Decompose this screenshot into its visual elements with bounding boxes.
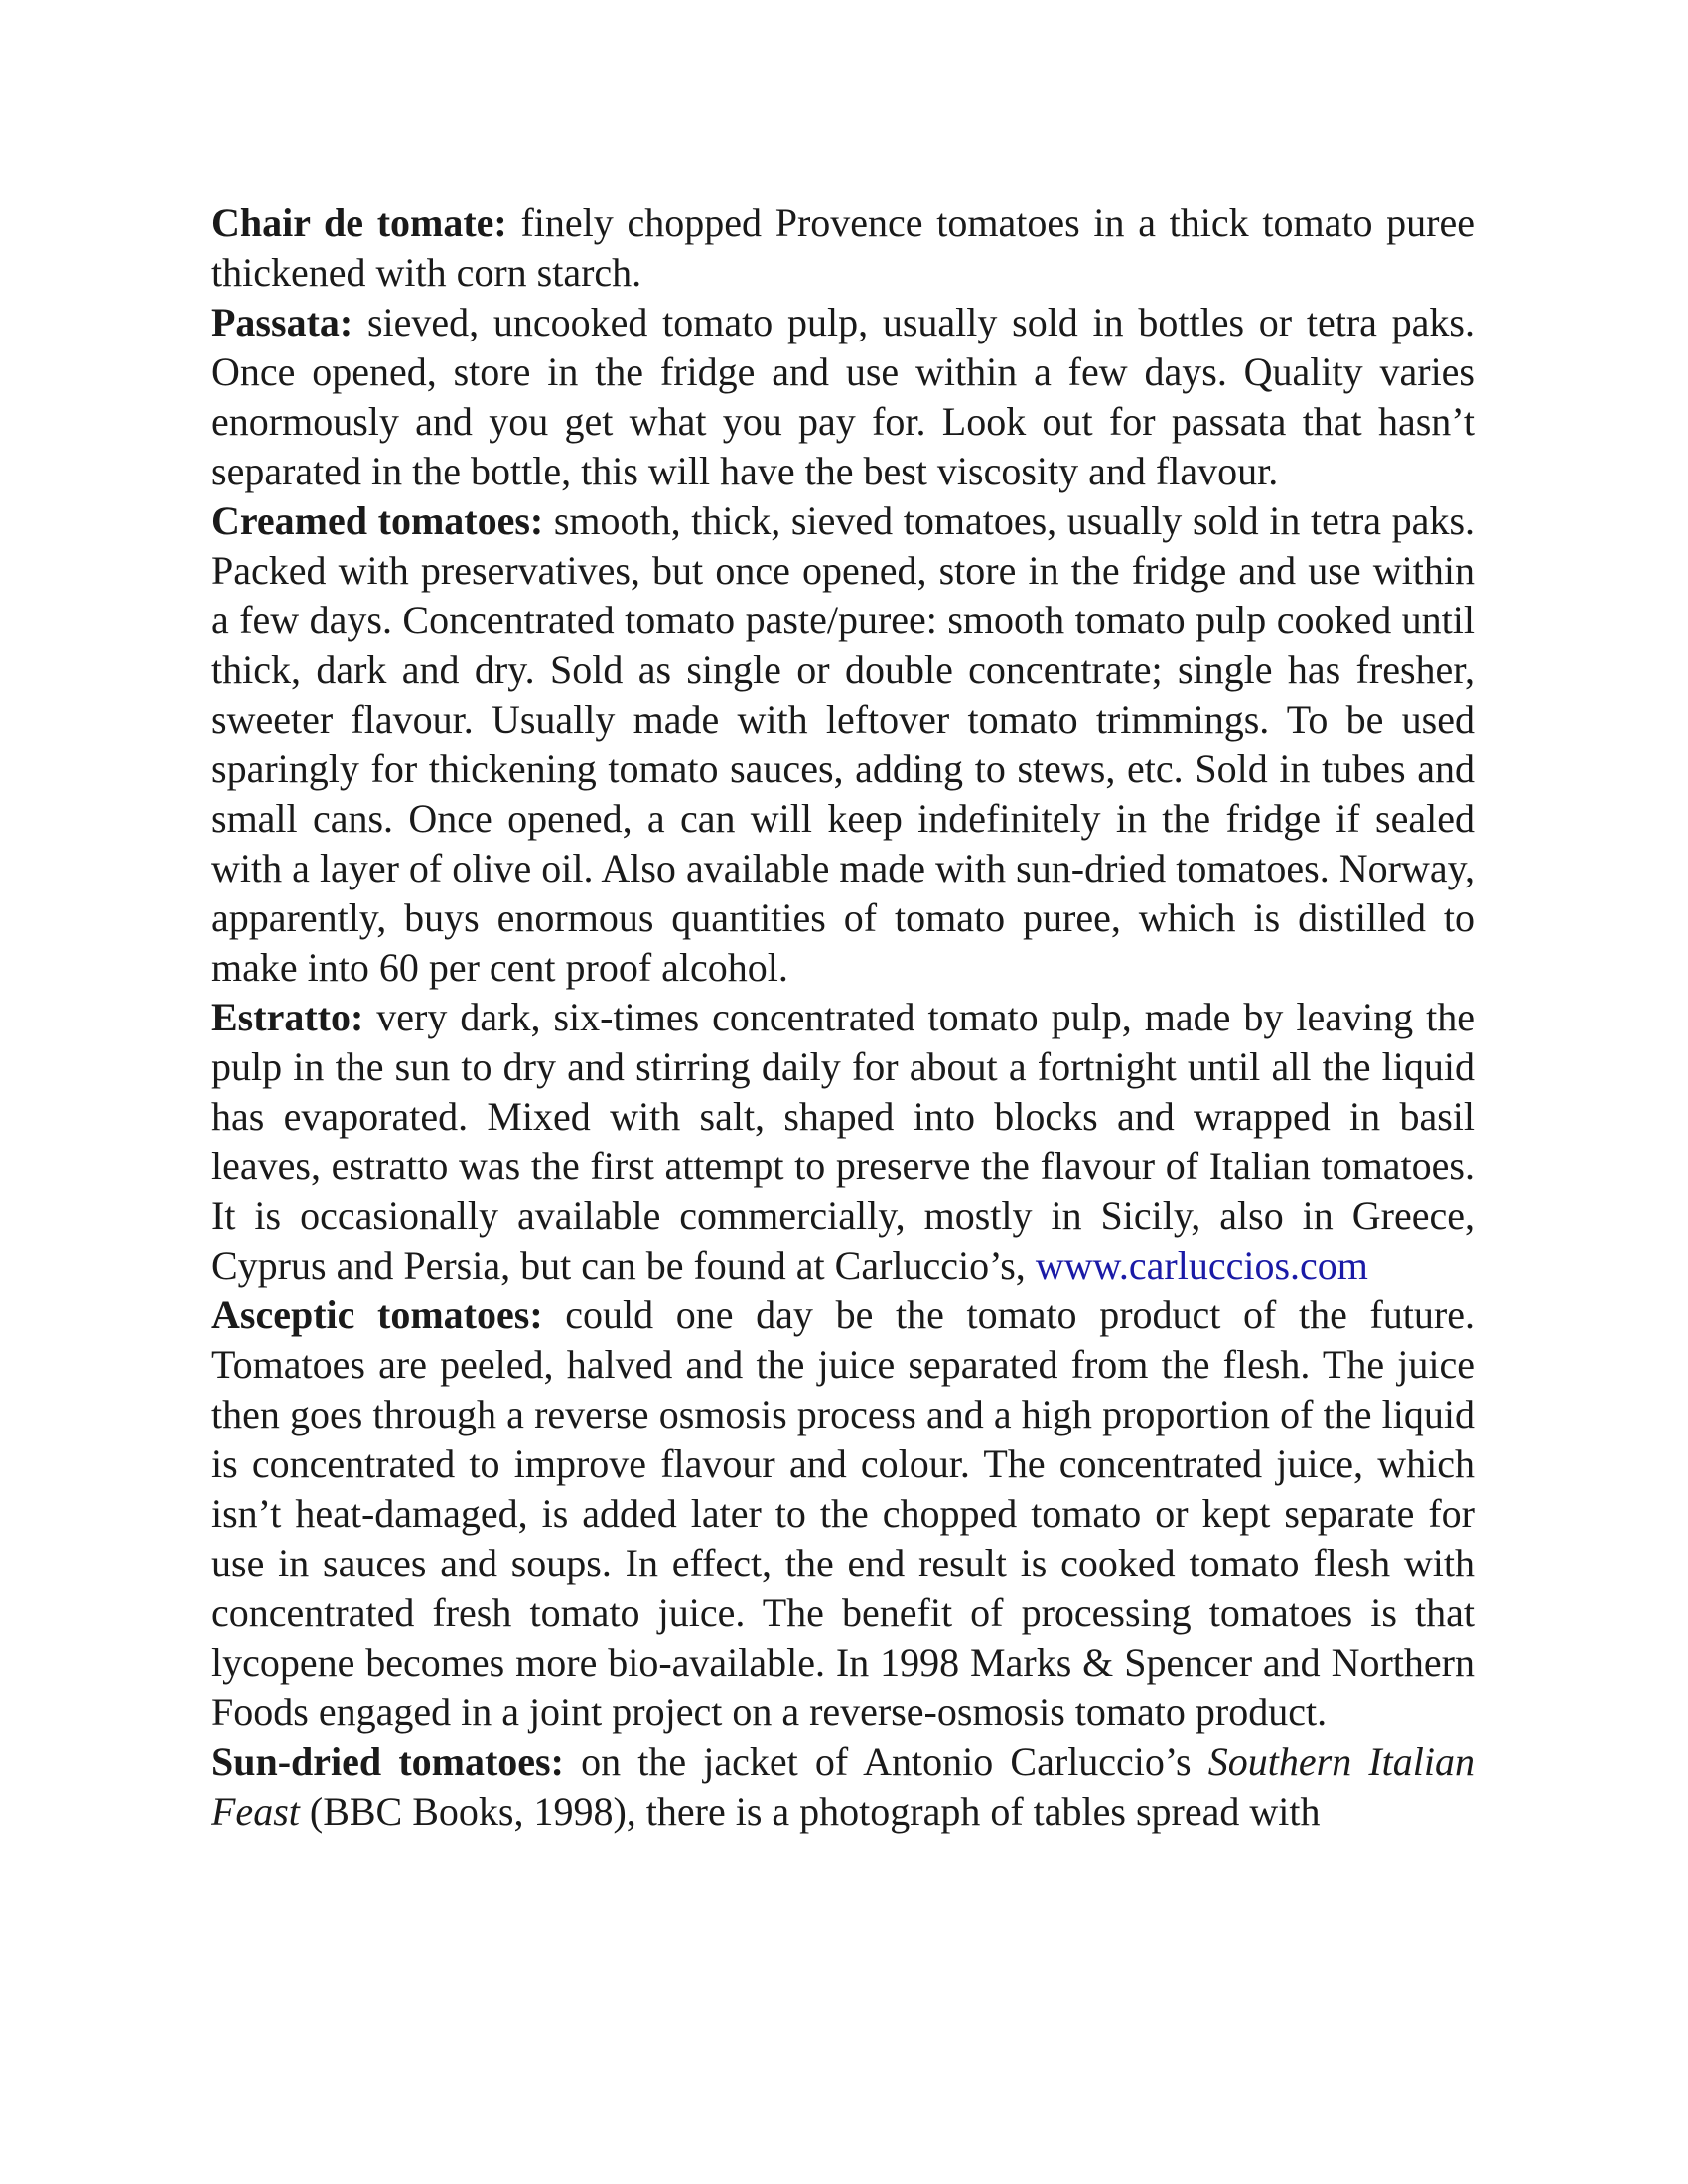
entry-estratto xyxy=(211,993,1475,1291)
entry-text: on the jacket of Antonio Carluccio’s xyxy=(563,1739,1208,1784)
entry-creamed-tomatoes xyxy=(211,496,1475,993)
entry-text: sieved, uncooked tomato pulp, usually sold in bottles or tetra paks. Once opened, store in the fridge and use within a few days. Quality varies enormously and you get what you pay for. Look out for passata that hasn’t separated in the bottle, this will have the best viscosity and flavour. xyxy=(211,300,1475,493)
entry-chair-de-tomate xyxy=(211,199,1475,298)
book-title: Southern Italian Feast xyxy=(211,1739,1476,1834)
entry-term: Asceptic tomatoes: xyxy=(211,1293,543,1337)
entry-passata xyxy=(211,298,1475,496)
entry-term: Creamed tomatoes: xyxy=(211,498,544,543)
entry-text: could one day be the tomato product of the future. Tomatoes are peeled, halved and the juice separated from the flesh. The juice then goes through a reverse osmosis process and a high proportion of the liquid is concentrated to improve flavour and colour. The concentrated juice, which isn’t heat-damaged, is added later to the chopped tomato or kept separate for use in sauces and soups. In effect, the end result is cooked tomato flesh with concentrated fresh tomato juice. The benefit of processing tomatoes is that lycopene becomes more bio-available. In 1998 Marks & Spencer and Northern Foods engaged in a joint project on a reverse-osmosis tomato product. xyxy=(211,1293,1475,1734)
carluccios-link[interactable]: www.carluccios.com xyxy=(1035,1243,1368,1288)
entry-term: Sun-dried tomatoes: xyxy=(211,1739,564,1784)
entry-text: finely chopped Provence tomatoes in a thick tomato puree thickened with corn starch. xyxy=(211,201,1476,295)
entry-text: (BBC Books, 1998), there is a photograph of tables spread with xyxy=(299,1789,1321,1834)
entry-sun-dried-tomatoes xyxy=(211,1737,1475,1837)
document-page xyxy=(211,199,1475,1837)
entry-text: very dark, six-times concentrated tomato pulp, made by leaving the pulp in the sun to dry and stirring daily for about a fortnight until all the liquid has evaporated. Mixed with salt, shaped into blocks and wrapped in basil leaves, estratto was the first attempt to preserve the flavour of Italian tomatoes. It is occasionally available commercially, mostly in Sicily, also in Greece, Cyprus and Persia, but can be found at Carluccio’s, xyxy=(211,995,1475,1288)
entry-term: Estratto: xyxy=(211,995,364,1039)
entry-term: Passata: xyxy=(211,300,353,344)
entry-text: smooth, thick, sieved tomatoes, usually sold in tetra paks. Packed with preservatives, but once opened, store in the fridge and use within a few days. Concentrated tomato paste/puree: smooth tomato pulp cooked until thick, dark and dry. Sold as single or double concentrate; single has fresher, sweeter flavour. Usually made with leftover tomato trimmings. To be used sparingly for thickening tomato sauces, adding to stews, etc. Sold in tubes and small cans. Once opened, a can will keep indefinitely in the fridge if sealed with a layer of olive oil. Also available made with sun-dried tomatoes. Norway, apparently, buys enormous quantities of tomato puree, which is distilled to make into 60 per cent proof alcohol. xyxy=(211,498,1476,990)
entry-asceptic-tomatoes xyxy=(211,1291,1475,1737)
entry-term: Chair de tomate: xyxy=(211,201,507,245)
